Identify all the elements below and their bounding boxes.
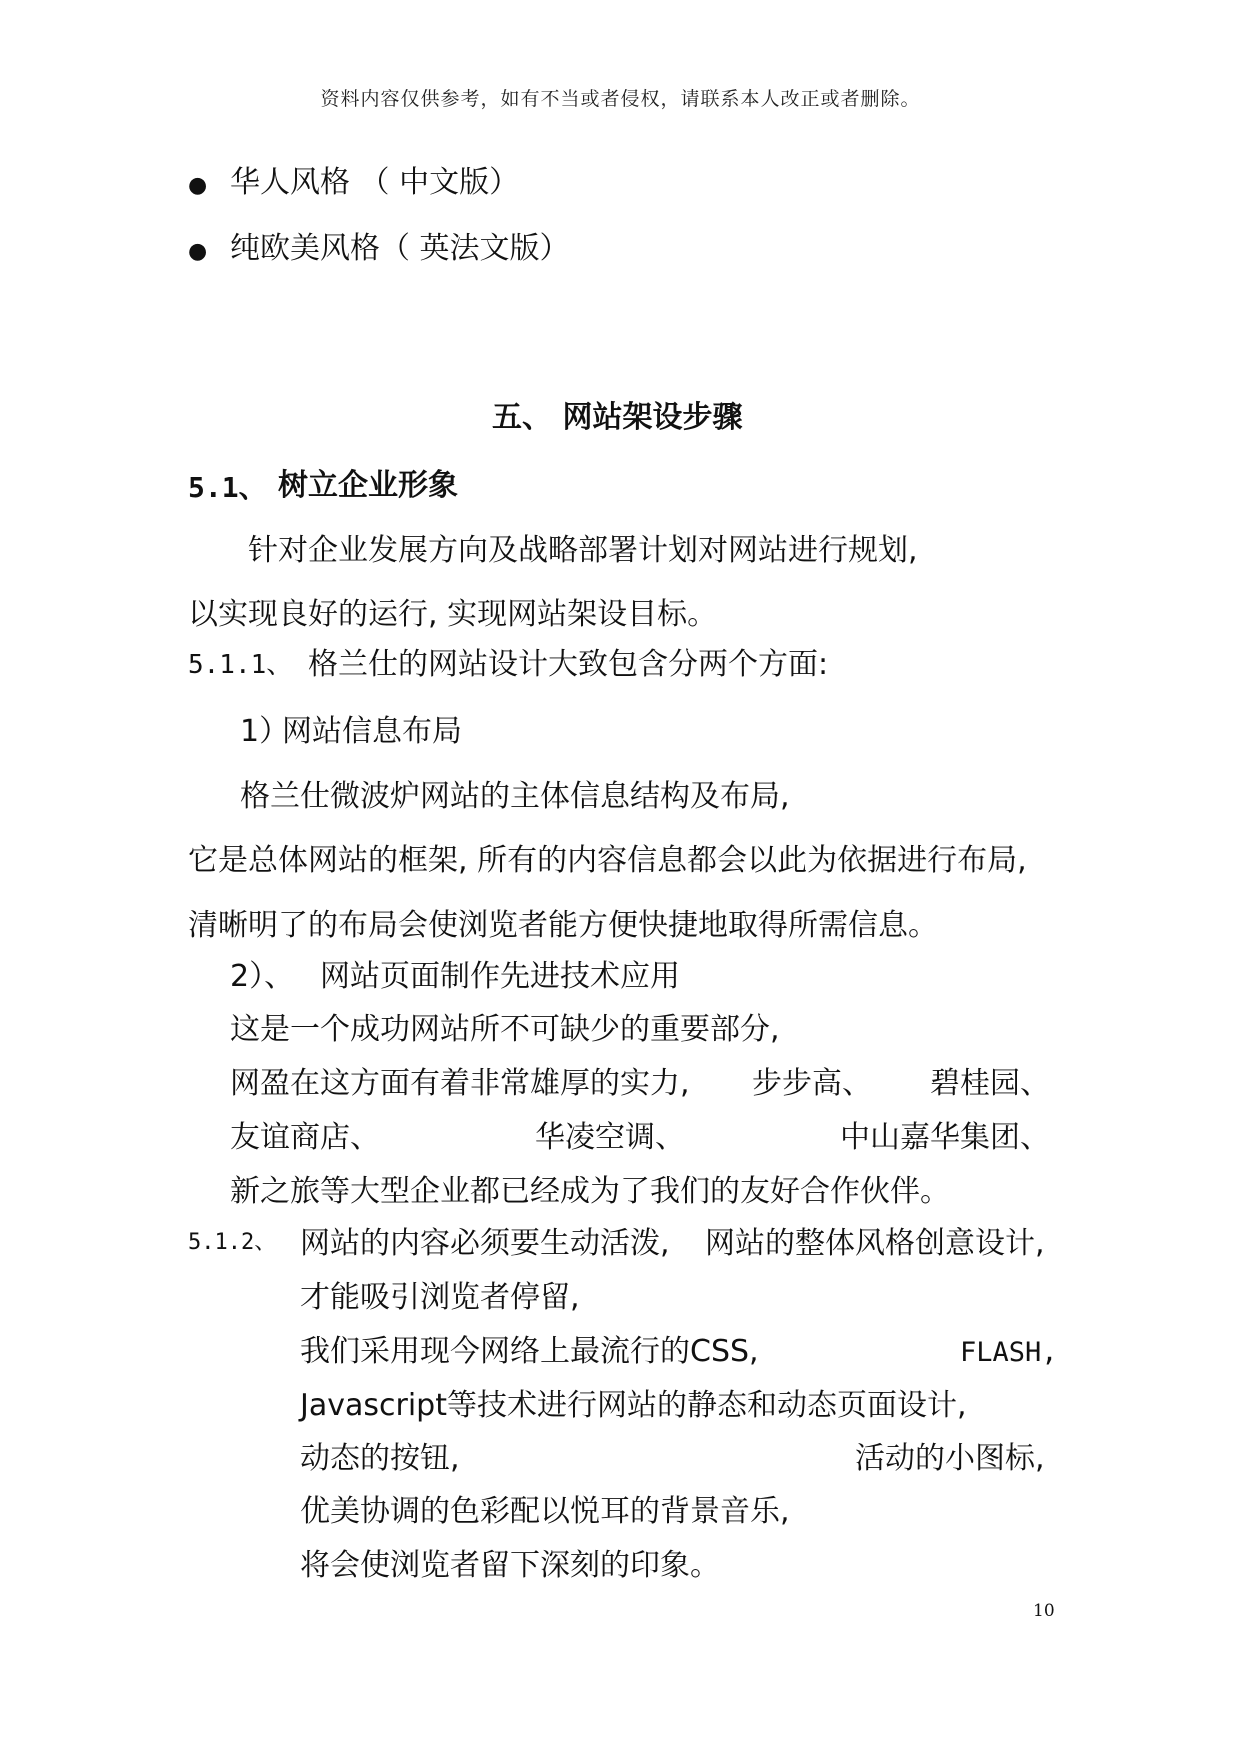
paragraph-line: 活动的小图标, xyxy=(855,1441,1045,1476)
paragraph-line: 以实现良好的运行, 实现网站架设目标。 xyxy=(188,597,718,632)
bullet-icon: ● xyxy=(188,239,208,264)
paragraph-line: 优美协调的色彩配以悦耳的背景音乐, xyxy=(300,1494,790,1529)
paragraph-line: Javascript等技术进行网站的静态和动态页面设计, xyxy=(300,1388,967,1423)
subsection-title: 格兰仕的网站设计大致包含分两个方面: xyxy=(308,647,829,682)
paragraph-line: 中山嘉华集团、 xyxy=(840,1120,1050,1155)
subsection-number: 5.1、 xyxy=(188,471,267,504)
bullet-icon: ● xyxy=(188,173,208,198)
paragraph-line: 华凌空调、 xyxy=(535,1120,685,1155)
paragraph-line: 网站的整体风格创意设计, xyxy=(705,1226,1045,1261)
bullet-item: 纯欧美风格（ 英法文版） xyxy=(230,231,570,266)
list-number: 1） xyxy=(240,714,290,749)
list-title: 网站信息布局 xyxy=(282,714,462,749)
paragraph-line: 清晰明了的布局会使浏览者能方便快捷地取得所需信息。 xyxy=(188,908,938,943)
paragraph-line: 我们采用现今网络上最流行的CSS, xyxy=(300,1334,759,1369)
paragraph-line: 动态的按钮, xyxy=(300,1441,460,1476)
paragraph-line: 这是一个成功网站所不可缺少的重要部分, xyxy=(230,1012,780,1047)
paragraph-line: FLASH, xyxy=(960,1337,1058,1368)
paragraph-line: 碧桂园、 xyxy=(930,1066,1050,1101)
paragraph-line: 才能吸引浏览者停留, xyxy=(300,1280,580,1315)
subsection-number: 5.1.2、 xyxy=(188,1230,277,1255)
paragraph-line: 它是总体网站的框架, 所有的内容信息都会以此为依据进行布局, xyxy=(188,843,1027,878)
section-title: 五、 网站架设步骤 xyxy=(492,400,743,435)
disclaimer-header: 资料内容仅供参考，如有不当或者侵权，请联系本人改正或者删除。 xyxy=(320,88,921,110)
paragraph-line: 网站的内容必须要生动活泼, xyxy=(300,1226,670,1261)
subsection-number: 5.1.1、 xyxy=(188,650,293,680)
paragraph-line: 步步高、 xyxy=(752,1066,872,1101)
paragraph-line: 友谊商店、 xyxy=(230,1120,380,1155)
list-title: 网站页面制作先进技术应用 xyxy=(320,959,680,994)
bullet-item: 华人风格 （ 中文版） xyxy=(230,165,520,200)
paragraph-line: 针对企业发展方向及战略部署计划对网站进行规划, xyxy=(248,533,918,568)
list-number: 2）、 xyxy=(230,959,295,994)
page-number: 10 xyxy=(1033,1601,1055,1621)
paragraph-line: 网盈在这方面有着非常雄厚的实力, xyxy=(230,1066,690,1101)
paragraph-line: 新之旅等大型企业都已经成为了我们的友好合作伙伴。 xyxy=(230,1174,950,1209)
paragraph-line: 格兰仕微波炉网站的主体信息结构及布局, xyxy=(240,779,790,814)
paragraph-line: 将会使浏览者留下深刻的印象。 xyxy=(300,1548,720,1583)
subsection-title: 树立企业形象 xyxy=(278,468,458,503)
